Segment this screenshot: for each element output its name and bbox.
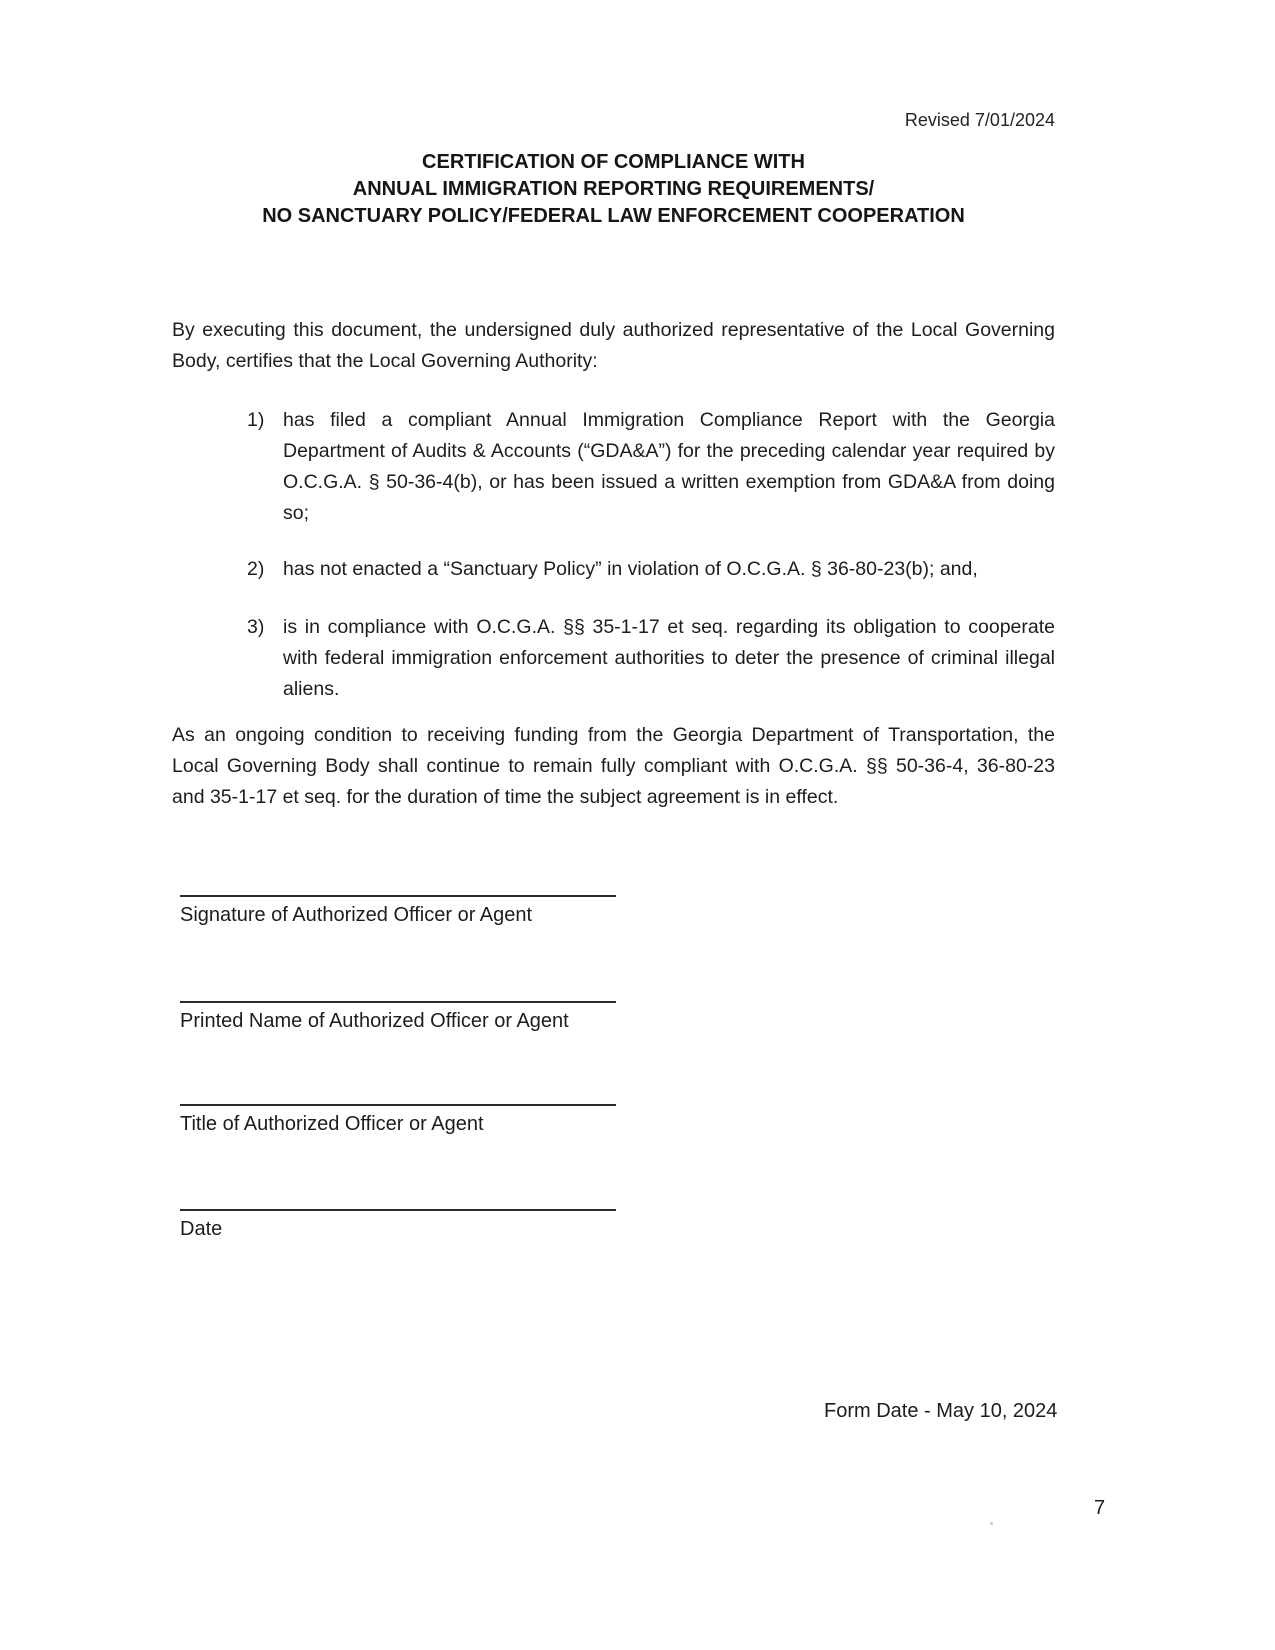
signature-line (180, 895, 616, 897)
list-item-2-text: has not enacted a “Sanctuary Policy” in violation of O.C.G.A. § 36-80-23(b); and, (283, 558, 978, 580)
title-field (180, 1104, 616, 1137)
list-item-2 (247, 554, 1055, 585)
date-label: Date (180, 1218, 223, 1240)
list-item-3 (247, 612, 1055, 705)
revised-date-note: Revised 7/01/2024 (904, 110, 1055, 130)
page-number: 7 (1094, 1497, 1106, 1519)
list-item-1 (247, 405, 1055, 529)
title-label: Title of Authorized Officer or Agent (180, 1113, 484, 1135)
title-line-1: CERTIFICATION OF COMPLIANCE WITH (422, 151, 805, 173)
signature-field (180, 895, 616, 928)
title-line-2: ANNUAL IMMIGRATION REPORTING REQUIREMENTS/ (352, 178, 875, 200)
list-item-3-number: 3) (247, 616, 265, 638)
list-item-3-text: is in compliance with O.C.G.A. §§ 35-1-17 et seq. regarding its obligation to cooperate with federal immigration enforcement authorities to deter the presence of criminal illegal aliens. (283, 616, 1055, 700)
title-line-3: NO SANCTUARY POLICY/FEDERAL LAW ENFORCEMENT COOPERATION (262, 205, 965, 227)
list-item-1-text: has filed a compliant Annual Immigration Compliance Report with the Georgia Department of Audits & Accounts (“GDA&A”) for the preceding calendar year required by O.C.G.A. § 50-36-4(b), or has been issued a written exemption from GDA&A from doing so; (283, 409, 1055, 524)
date-field (180, 1209, 616, 1242)
intro-paragraph: By executing this document, the undersigned duly authorized representative of the Local Governing Body, certifies that the Local Governing Authority: (172, 319, 1055, 372)
title-line (180, 1104, 616, 1106)
signature-label: Signature of Authorized Officer or Agent (180, 904, 533, 926)
scan-speckle (990, 1522, 993, 1525)
list-item-2-number: 2) (247, 558, 265, 580)
date-line (180, 1209, 616, 1211)
printed-name-line (180, 1001, 616, 1003)
closing-paragraph: As an ongoing condition to receiving funding from the Georgia Department of Transportation, the Local Governing Body shall continue to remain fully compliant with O.C.G.A. §§ 50-36-4, 36-80-23 and 35-1-17 et seq. for the duration of time the subject agreement is in effect. (172, 724, 1055, 808)
form-date-note: Form Date - May 10, 2024 (824, 1400, 1058, 1422)
list-item-1-number: 1) (247, 409, 265, 431)
document-title (172, 149, 1055, 230)
printed-name-field (180, 1001, 616, 1034)
printed-name-label: Printed Name of Authorized Officer or Agent (180, 1010, 569, 1032)
